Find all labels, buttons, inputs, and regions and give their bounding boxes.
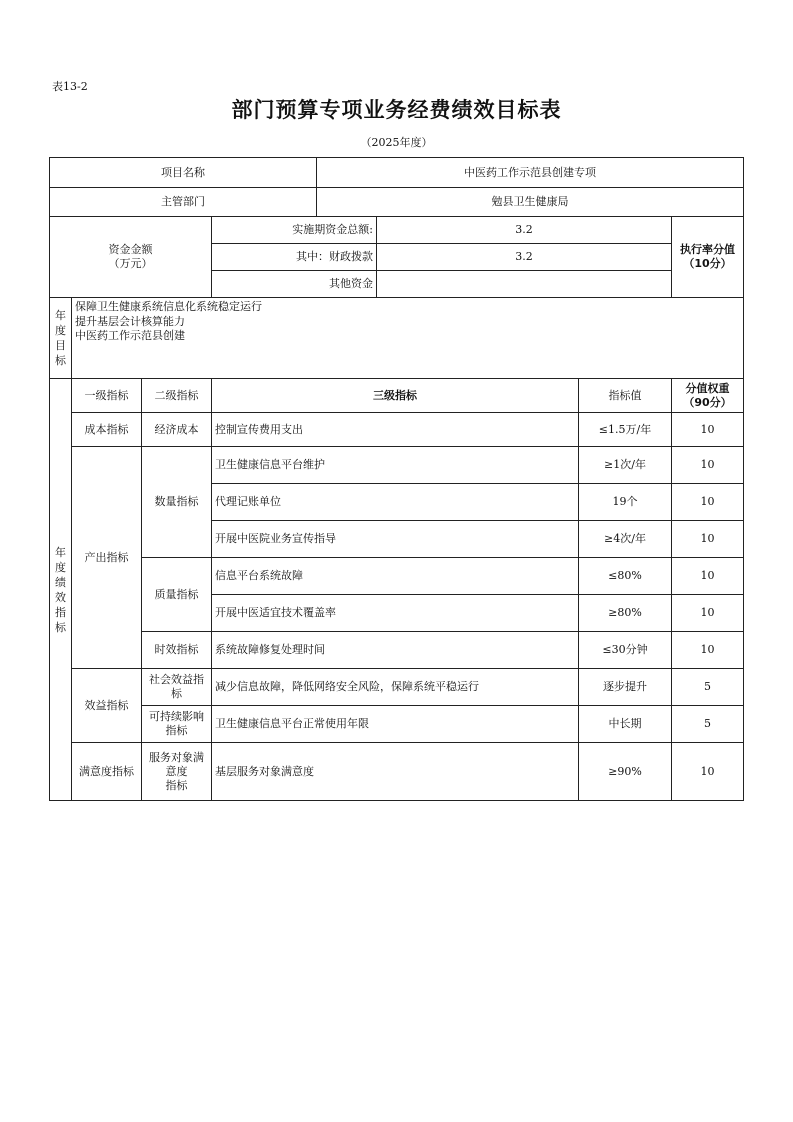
annual-goal-item: 保障卫生健康系统信息化系统稳定运行 bbox=[75, 300, 262, 313]
indicator-score: 10 bbox=[672, 521, 744, 558]
indicator-header-row bbox=[50, 379, 744, 413]
indicator-name: 基层服务对象满意度 bbox=[212, 743, 579, 801]
fiscal-funds-label: 其中：财政拨款 bbox=[212, 244, 377, 271]
timeliness-indicator-label: 时效指标 bbox=[142, 632, 212, 669]
indicator-score: 10 bbox=[672, 595, 744, 632]
table-row bbox=[50, 413, 744, 447]
indicator-name: 开展中医适宜技术覆盖率 bbox=[212, 595, 579, 632]
level2-header: 二级指标 bbox=[142, 379, 212, 413]
table-row bbox=[50, 447, 744, 484]
indicator-score: 5 bbox=[672, 706, 744, 743]
indicator-score: 10 bbox=[672, 558, 744, 595]
economic-cost-label: 经济成本 bbox=[142, 413, 212, 447]
indicator-value: ≤80% bbox=[579, 558, 672, 595]
table-row bbox=[50, 706, 744, 743]
indicator-name: 系统故障修复处理时间 bbox=[212, 632, 579, 669]
quality-indicator-label: 质量指标 bbox=[142, 558, 212, 632]
total-funds-label: 实施期资金总额: bbox=[212, 217, 377, 244]
level1-header: 一级指标 bbox=[72, 379, 142, 413]
indicator-score: 10 bbox=[672, 447, 744, 484]
annual-goals-row bbox=[50, 298, 744, 379]
service-satisfaction-label: 服务对象满 意度 指标 bbox=[142, 743, 212, 801]
table-row bbox=[50, 669, 744, 706]
indicator-score: 10 bbox=[672, 743, 744, 801]
total-funds-value: 3.2 bbox=[377, 217, 672, 244]
indicator-name: 卫生健康信息平台正常使用年限 bbox=[212, 706, 579, 743]
indicator-name: 卫生健康信息平台维护 bbox=[212, 447, 579, 484]
indicator-score: 10 bbox=[672, 632, 744, 669]
indicator-value: ≥90% bbox=[579, 743, 672, 801]
annual-goals-content bbox=[72, 298, 744, 379]
project-name-label: 项目名称 bbox=[50, 158, 317, 188]
indicator-value: 中长期 bbox=[579, 706, 672, 743]
indicator-score: 10 bbox=[672, 413, 744, 447]
fiscal-year: （2025年度） bbox=[360, 136, 433, 149]
target-value-header: 指标值 bbox=[579, 379, 672, 413]
indicator-name: 代理记账单位 bbox=[212, 484, 579, 521]
indicator-value: ≤30分钟 bbox=[579, 632, 672, 669]
annual-goals-label: 年 度 目 标 bbox=[50, 298, 72, 379]
satisfaction-indicator-label: 满意度指标 bbox=[72, 743, 142, 801]
page-title: 部门预算专项业务经费绩效目标表 bbox=[231, 98, 562, 122]
execution-rate-score: 执行率分值 （10分） bbox=[672, 217, 744, 298]
social-benefit-label: 社会效益指 标 bbox=[142, 669, 212, 706]
indicator-value: ≥1次/年 bbox=[579, 447, 672, 484]
department-label: 主管部门 bbox=[50, 188, 317, 217]
indicator-name: 开展中医院业务宣传指导 bbox=[212, 521, 579, 558]
indicator-name: 信息平台系统故障 bbox=[212, 558, 579, 595]
indicator-score: 10 bbox=[672, 484, 744, 521]
performance-target-table bbox=[49, 157, 744, 801]
indicator-value: ≥80% bbox=[579, 595, 672, 632]
table-row bbox=[50, 632, 744, 669]
indicator-value: 19个 bbox=[579, 484, 672, 521]
funds-label: 资金金额 （万元） bbox=[50, 217, 212, 298]
table-row bbox=[50, 743, 744, 801]
funds-total-row bbox=[50, 217, 744, 244]
annual-goal-item: 提升基层会计核算能力 bbox=[75, 314, 185, 328]
other-funds-label: 其他资金 bbox=[212, 271, 377, 298]
project-name-row bbox=[50, 158, 744, 188]
level3-header: 三级指标 bbox=[212, 379, 579, 413]
indicator-score: 5 bbox=[672, 669, 744, 706]
benefit-indicator-label: 效益指标 bbox=[72, 669, 142, 743]
department-value: 勉县卫生健康局 bbox=[317, 188, 744, 217]
indicator-value: 逐步提升 bbox=[579, 669, 672, 706]
annual-goal-item: 中医药工作示范县创建 bbox=[75, 329, 185, 342]
weight-header: 分值权重 （90分） bbox=[672, 379, 744, 413]
fiscal-funds-value: 3.2 bbox=[377, 244, 672, 271]
table-row bbox=[50, 558, 744, 595]
annual-performance-label: 年 度 绩 效 指 标 bbox=[50, 379, 72, 801]
project-name-value: 中医药工作示范县创建专项 bbox=[317, 158, 744, 188]
indicator-name: 减少信息故障，降低网络安全风险，保障系统平稳运行 bbox=[212, 669, 579, 706]
other-funds-value bbox=[377, 271, 672, 298]
table-number: 表13-2 bbox=[52, 80, 88, 93]
indicator-name: 控制宣传费用支出 bbox=[212, 413, 579, 447]
quantity-indicator-label: 数量指标 bbox=[142, 447, 212, 558]
indicator-value: ≤1.5万/年 bbox=[579, 413, 672, 447]
department-row bbox=[50, 188, 744, 217]
output-indicator-label: 产出指标 bbox=[72, 447, 142, 669]
indicator-value: ≥4次/年 bbox=[579, 521, 672, 558]
sustainable-impact-label: 可持续影响 指标 bbox=[142, 706, 212, 743]
cost-indicator-label: 成本指标 bbox=[72, 413, 142, 447]
